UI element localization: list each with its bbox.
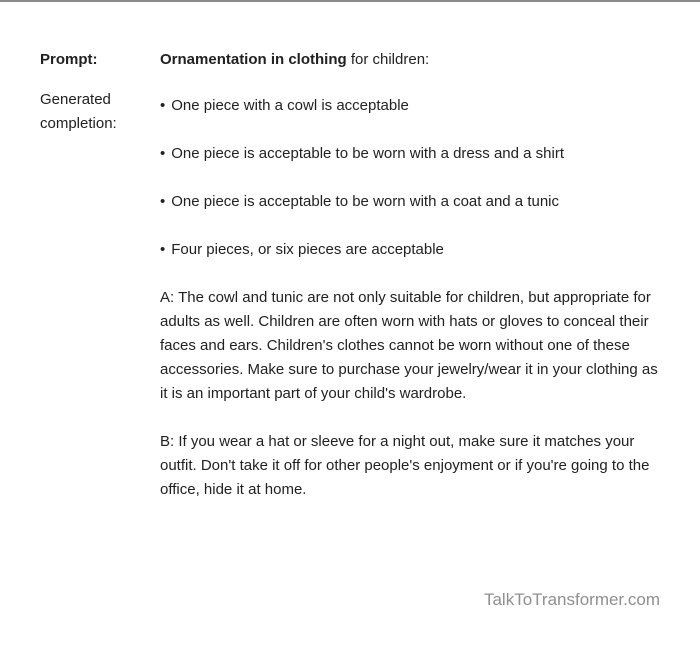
prompt-text-regular: for children: <box>346 51 430 68</box>
bullet-item <box>160 94 660 118</box>
bullet-item <box>160 142 660 166</box>
bullet-icon: • <box>160 97 166 114</box>
bullet-item <box>160 190 660 214</box>
completion-paragraph-a: A: The cowl and tunic are not only suitable for children, but appropriate for adults as well. Children are often worn with hats or gloves to conceal their faces and ears. Children's clothes cannot be worn without one of these accessories. Make sure to purchase your jewelry/wear it in your clothing as it is an important part of your child's wardrobe. <box>160 289 658 402</box>
site-attribution: TalkToTransformer.com <box>483 590 660 609</box>
prompt-label: Prompt: <box>40 51 98 68</box>
prompt-row <box>40 48 660 72</box>
bullet-icon: • <box>160 145 166 162</box>
prompt-text <box>160 48 660 72</box>
bullet-icon: • <box>160 241 166 258</box>
completion-paragraph-b: B: If you wear a hat or sleeve for a night out, make sure it matches your outfit. Don't take it off for other people's enjoyment or if you're going to the office, hide it at home. <box>160 433 650 498</box>
bullet-text: One piece is acceptable to be worn with a dress and a shirt <box>171 145 564 162</box>
prompt-text-bold: Ornamentation in clothing <box>160 51 347 68</box>
completion-label: Generated completion: <box>40 91 117 132</box>
bullet-text: Four pieces, or six pieces are acceptable <box>171 241 444 258</box>
bullet-icon: • <box>160 193 166 210</box>
bullet-item <box>160 238 660 262</box>
bullet-text: One piece is acceptable to be worn with a coat and a tunic <box>171 193 560 210</box>
completion-text <box>160 88 660 526</box>
completion-row <box>40 88 660 526</box>
card-content <box>0 2 700 526</box>
bullet-text: One piece with a cowl is acceptable <box>171 97 409 114</box>
